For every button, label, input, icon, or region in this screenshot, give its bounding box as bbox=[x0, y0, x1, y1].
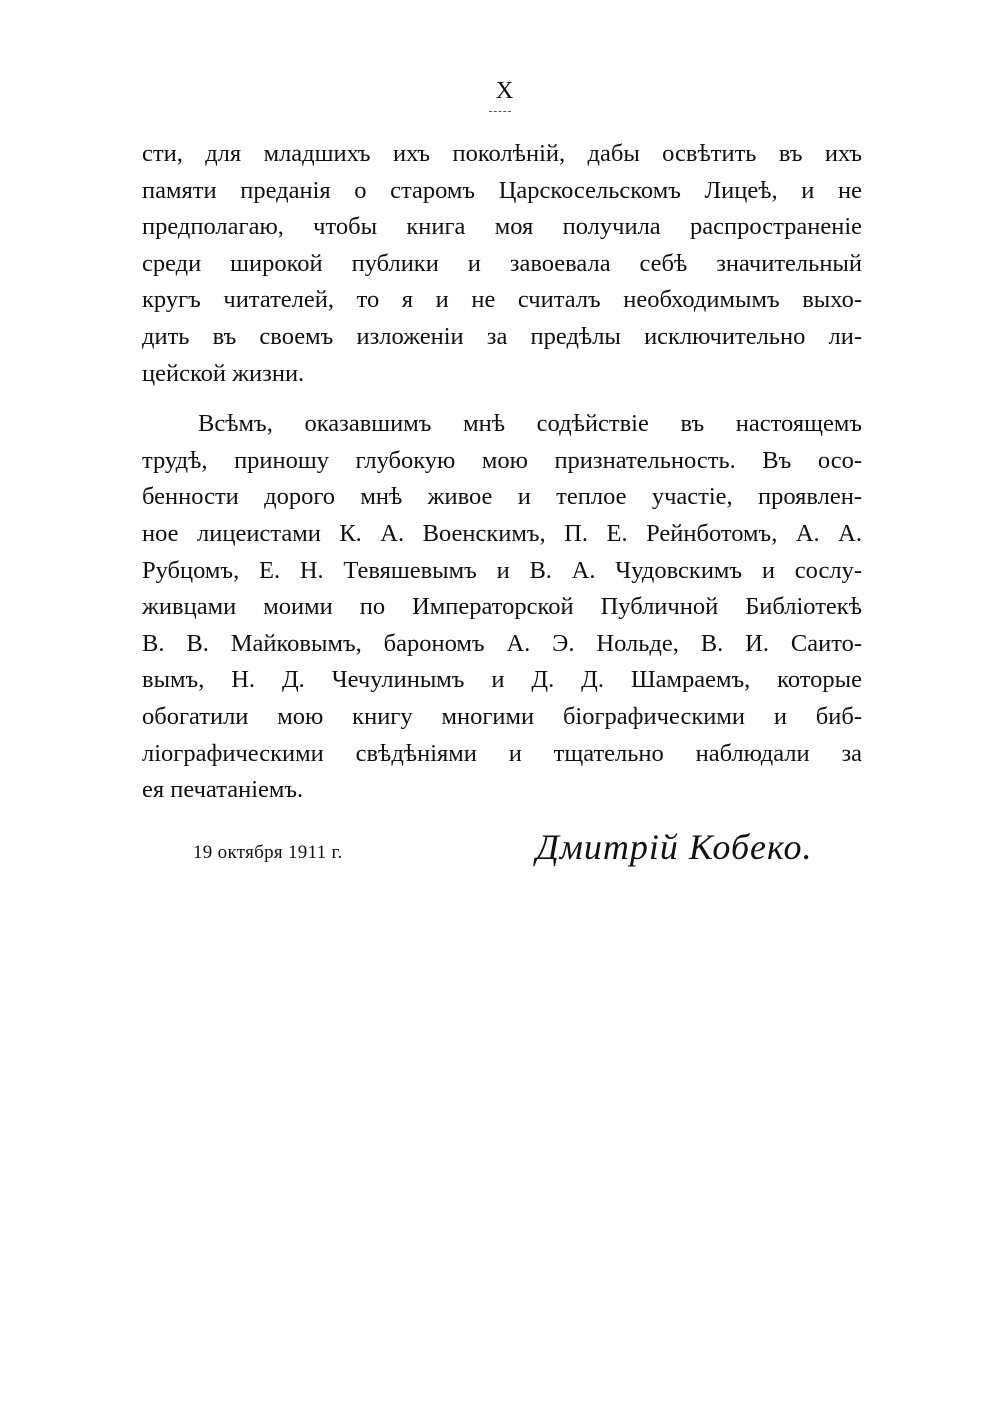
text-line: памяти преданія о старомъ Царскосельскомъ Лицеѣ, и не bbox=[142, 176, 862, 204]
text-line: ліографическими свѣдѣніями и тщательно наблюдали за bbox=[142, 739, 862, 767]
text-line: Всѣмъ, оказавшимъ мнѣ содѣйствіе въ настоящемъ bbox=[198, 410, 862, 438]
text-line: цейской жизни. bbox=[142, 359, 305, 387]
text-line: В. В. Майковымъ, барономъ А. Э. Нольде, В. И. Саито- bbox=[142, 629, 862, 657]
author-signature: Дмитрій Кобеко. bbox=[536, 827, 813, 867]
text-line: предполагаю, чтобы книга моя получила распространеніе bbox=[142, 213, 862, 241]
text-line: обогатили мою книгу многими біографическими и биб- bbox=[142, 702, 862, 730]
text-line: бенности дорого мнѣ живое и теплое участіе, проявлен- bbox=[142, 483, 862, 511]
text-line: дить въ своемъ изложеніи за предѣлы исключительно ли- bbox=[142, 322, 862, 350]
text-line: вымъ, Н. Д. Чечулинымъ и Д. Д. Шамраемъ, которые bbox=[142, 666, 862, 694]
text-line: кругъ читателей, то я и не считалъ необходимымъ выхо- bbox=[142, 286, 862, 314]
date-line: 19 октября 1911 г. bbox=[193, 842, 343, 863]
text-line: среди широкой публики и завоевала себѣ значительный bbox=[142, 249, 862, 277]
text-line: живцами моими по Императорской Публичной Библіотекѣ bbox=[142, 593, 862, 621]
paragraph-gap bbox=[142, 392, 862, 406]
body-text bbox=[142, 136, 862, 809]
text-line: ное лицеистами К. А. Военскимъ, П. Е. Рейнботомъ, А. А. bbox=[142, 519, 862, 547]
text-line: Рубцомъ, Е. Н. Тевяшевымъ и В. А. Чудовскимъ и сослу- bbox=[142, 556, 862, 584]
text-line: трудѣ, приношу глубокую мою признательность. Въ осо- bbox=[142, 446, 862, 474]
text-line: ея печатаніемъ. bbox=[142, 776, 304, 804]
text-line: сти, для младшихъ ихъ поколѣній, дабы освѣтить въ ихъ bbox=[142, 140, 862, 167]
page-number: X bbox=[495, 78, 515, 104]
page-number-rule bbox=[489, 111, 511, 113]
